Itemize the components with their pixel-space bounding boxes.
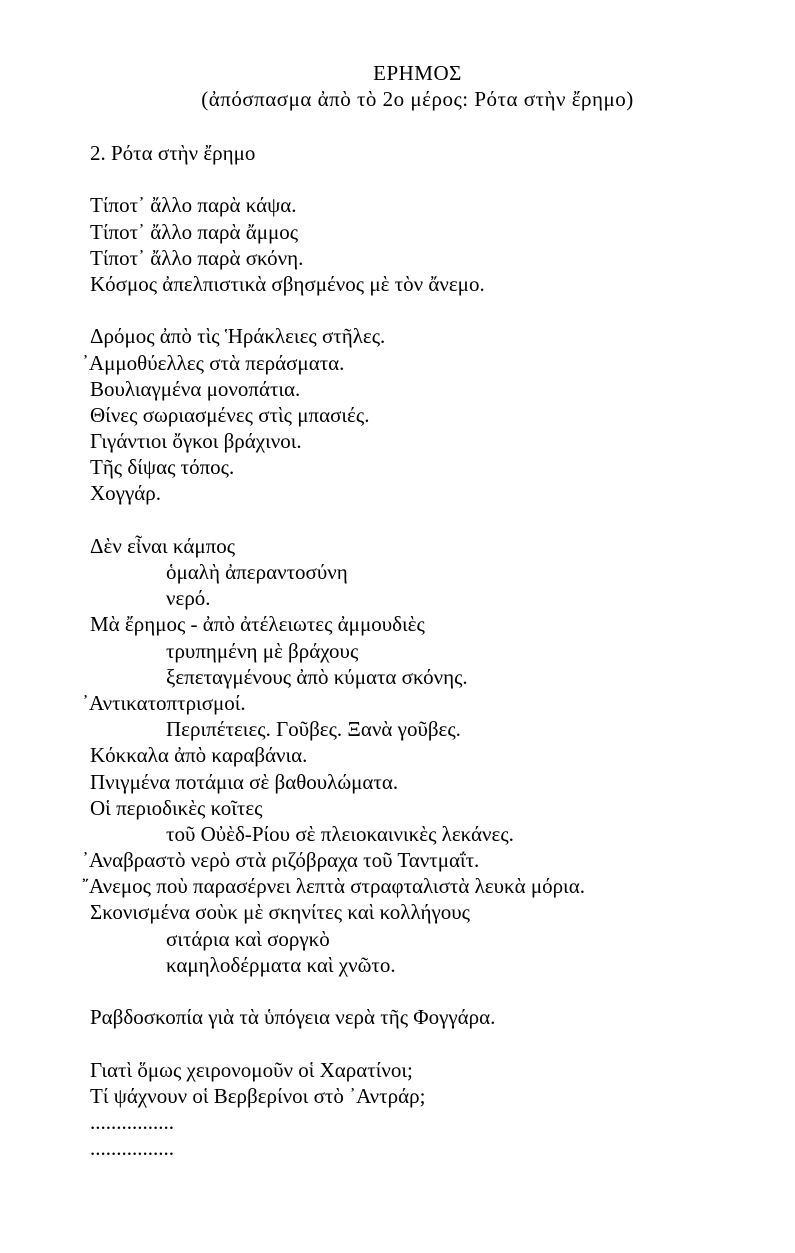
poem-line: Τίποτ᾽ ἄλλο παρὰ κάψα. [90, 193, 297, 218]
poem-line: Οἱ περιοδικὲς κοῖτες [90, 795, 263, 820]
blank-line [90, 166, 770, 192]
poem-line: Κόσμος ἀπελπιστικὰ σβησμένος μὲ τὸν ἄνεμο. [90, 271, 485, 296]
poem-line: ῎Ανεμος ποὺ παρασέρνει λεπτὰ στραφταλιστὰ λευκὰ μόρια. [82, 874, 585, 899]
page-title: ΕΡΗΜΟΣ [373, 61, 462, 85]
poem-line: καμηλοδέρματα καὶ χνῶτο. [166, 952, 396, 977]
blank-line [90, 1030, 770, 1056]
poem-line: ᾽Αναβραστὸ νερὸ στὰ ριζόβραχα τοῦ Ταντμαΐτ. [82, 848, 480, 873]
blank-line [90, 978, 770, 1004]
poem-line: ᾽Αντικατοπτρισμοί. [82, 690, 246, 715]
poem-line: 2. Ρότα στὴν ἔρημο [90, 141, 256, 165]
poem-line: Κόκκαλα ἀπὸ καραβάνια. [90, 743, 308, 768]
poem-line: ................ [90, 1136, 174, 1161]
title-block [0, 60, 795, 112]
poem-line: Πνιγμένα ποτάμια σὲ βαθουλώματα. [90, 769, 399, 794]
poem-line: Γιατὶ ὅμως χειρονομοῦν οἱ Χαρατίνοι; [90, 1057, 413, 1082]
blank-line [90, 507, 770, 533]
blank-line [90, 297, 770, 323]
poem-line: Δὲν εἶναι κάμπος [90, 533, 236, 558]
poem-line: Τίποτ᾽ ἄλλο παρὰ σκόνη. [90, 245, 304, 270]
page-subtitle: (ἀπόσπασμα ἀπὸ τὸ 2ο μέρος: Ρότα στὴν ἔρημο) [201, 87, 634, 111]
poem-line: ὁμαλὴ ἀπεραντοσύνη [166, 560, 348, 584]
poem-line: Μὰ ἔρημος - ἀπὸ ἀτέλειωτες ἀμμουδιὲς [90, 612, 425, 637]
poem-line: Χογγάρ. [90, 481, 161, 506]
poem-line: Θίνες σωριασμένες στὶς μπασιές. [90, 402, 370, 427]
poem-line: Δρόμος ἀπὸ τὶς Ἡράκλειες στῆλες. [90, 324, 386, 349]
poem-line: Σκονισμένα σοὺκ μὲ σκηνίτες καὶ κολλήγους [90, 900, 470, 925]
poem-line: ᾽Αμμοθύελλες στὰ περάσματα. [82, 350, 345, 375]
poem-line: τοῦ Οὐὲδ-Ρίου σὲ πλειοκαινικὲς λεκάνες. [166, 821, 514, 846]
poem-body [82, 140, 770, 1161]
poem-line: Γιγάντιοι ὄγκοι βράχινοι. [90, 429, 302, 454]
poem-line: νερό. [166, 586, 211, 611]
poem-line: Περιπέτειες. Γοῦβες. Ξανὰ γοῦβες. [166, 717, 461, 742]
poem-line: Τῆς δίψας τόπος. [90, 455, 235, 480]
poem-line: σιτάρια καὶ σοργκὸ [166, 926, 330, 951]
poem-line: Ραβδοσκοπία γιὰ τὰ ὑπόγεια νερὰ τῆς Φογγάρα. [90, 1005, 496, 1030]
poem-line: ξεπεταγμένους ἀπὸ κύματα σκόνης. [166, 664, 468, 689]
poem-line: Τίποτ᾽ ἄλλο παρὰ ἄμμος [90, 219, 299, 244]
poem-line: τρυπημένη μὲ βράχους [166, 638, 359, 663]
poem-line: Βουλιαγμένα μονοπάτια. [90, 376, 301, 401]
poem-line: Τί ψάχνουν οἱ Βερβερίνοι στὸ ᾽Αντράρ; [90, 1083, 426, 1108]
poem-line: ................ [90, 1109, 174, 1134]
